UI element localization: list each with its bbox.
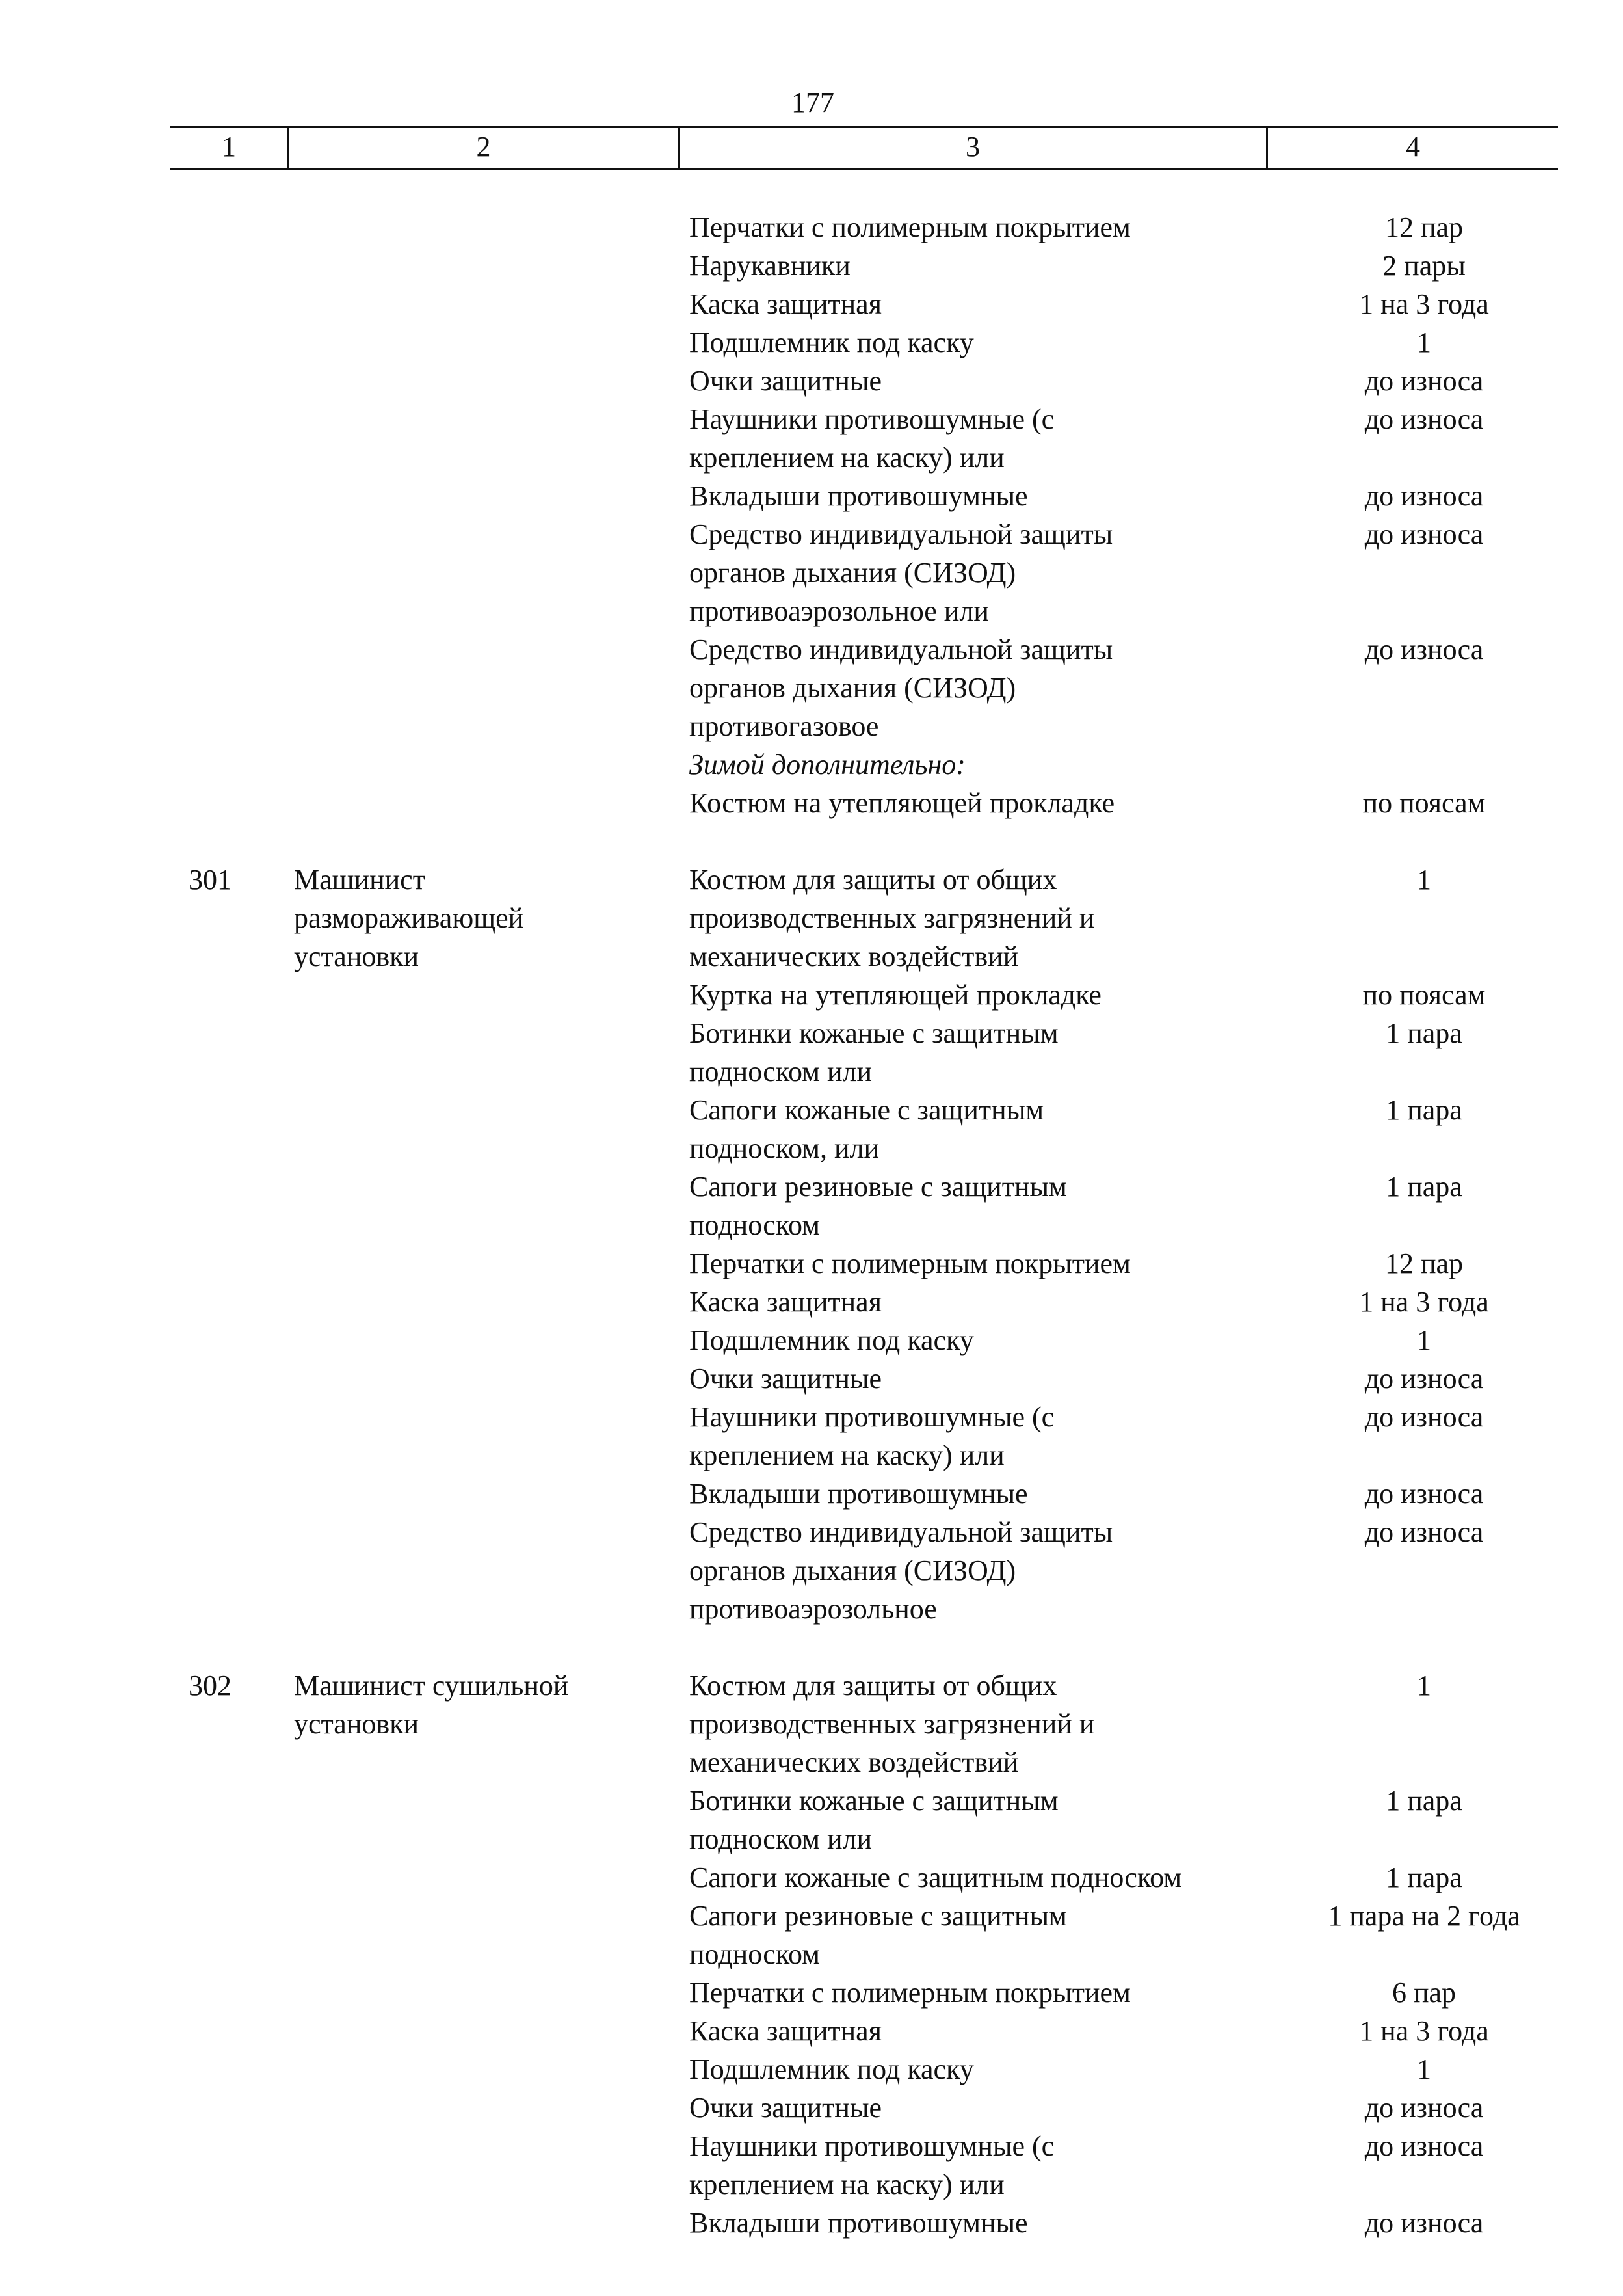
table-row xyxy=(0,285,1623,323)
table-row xyxy=(0,1168,1623,1206)
ppe-item: подноском xyxy=(689,1938,820,1970)
ppe-item: Наушники противошумные (с xyxy=(689,1401,1055,1433)
table-row xyxy=(0,1052,1623,1091)
table-row xyxy=(0,400,1623,438)
section-gap xyxy=(0,1628,1623,1666)
ppe-item: противоаэрозольное xyxy=(689,1593,937,1625)
ppe-item: креплением на каску) или xyxy=(689,442,1005,474)
table-row xyxy=(0,937,1623,976)
table-row xyxy=(0,1091,1623,1129)
table-row xyxy=(0,1820,1623,1858)
ppe-item: Сапоги кожаные с защитным xyxy=(689,1094,1044,1126)
ppe-item: креплением на каску) или xyxy=(689,2169,1005,2200)
page-number: 177 xyxy=(791,87,834,118)
issue-norm: 1 на 3 года xyxy=(1359,288,1489,320)
table-row xyxy=(0,2165,1623,2204)
table-row xyxy=(0,1244,1623,1283)
issue-norm: до износа xyxy=(1364,365,1484,397)
issue-norm: до износа xyxy=(1364,518,1484,550)
ppe-item: Вкладыши противошумные xyxy=(689,1478,1028,1510)
table-row xyxy=(0,247,1623,285)
issue-norm: 1 на 3 года xyxy=(1359,1286,1489,1318)
profession-name: размораживающей xyxy=(294,902,524,934)
issue-norm: 1 пара xyxy=(1386,1017,1462,1049)
table-row xyxy=(0,2012,1623,2050)
ppe-item: Сапоги резиновые с защитным xyxy=(689,1900,1067,1932)
issue-norm: 1 xyxy=(1417,864,1431,896)
table-row xyxy=(0,2127,1623,2165)
item-number: 301 xyxy=(189,864,231,896)
table-row xyxy=(0,1398,1623,1436)
table-row xyxy=(0,1705,1623,1743)
ppe-item: Ботинки кожаные с защитным xyxy=(689,1785,1059,1817)
table-row xyxy=(0,707,1623,745)
ppe-item: Подшлемник под каску xyxy=(689,327,974,358)
table-row xyxy=(0,2050,1623,2089)
issue-norm: до износа xyxy=(1364,2130,1484,2162)
issue-norm: 12 пар xyxy=(1384,1248,1464,1279)
ppe-item: Очки защитные xyxy=(689,365,882,397)
table-row xyxy=(0,1858,1623,1897)
column-header-2: 2 xyxy=(287,128,678,168)
issue-norm: до износа xyxy=(1364,1401,1484,1433)
table-row xyxy=(0,2089,1623,2127)
issue-norm: до износа xyxy=(1364,403,1484,435)
ppe-item: Каска защитная xyxy=(689,288,882,320)
table-row xyxy=(0,1590,1623,1628)
ppe-item: органов дыхания (СИЗОД) xyxy=(689,557,1016,589)
table-row xyxy=(0,1551,1623,1590)
table-row xyxy=(0,554,1623,592)
table-row xyxy=(0,323,1623,362)
ppe-item: Костюм на утепляющей прокладке xyxy=(689,787,1115,819)
ppe-item: Сапоги резиновые с защитным xyxy=(689,1171,1067,1203)
subheading: Зимой дополнительно: xyxy=(689,749,966,781)
table-row xyxy=(0,1743,1623,1782)
table-row xyxy=(0,1436,1623,1475)
ppe-item: противоаэрозольное или xyxy=(689,595,989,627)
ppe-item: Очки защитные xyxy=(689,2092,882,2124)
profession-name: Машинист сушильной xyxy=(294,1670,569,1702)
ppe-item: Костюм для защиты от общих xyxy=(689,864,1057,896)
table-row xyxy=(0,861,1623,899)
issue-norm: 1 пара xyxy=(1386,1094,1462,1126)
profession-name: Машинист xyxy=(294,864,425,896)
table-row xyxy=(0,438,1623,477)
table-row xyxy=(0,1206,1623,1244)
ppe-item: подноском xyxy=(689,1209,820,1241)
table-row xyxy=(0,1475,1623,1513)
table-row xyxy=(0,899,1623,937)
ppe-item: Ботинки кожаные с защитным xyxy=(689,1017,1059,1049)
profession-name: установки xyxy=(294,1708,419,1740)
section-gap xyxy=(0,822,1623,861)
issue-norm: до износа xyxy=(1364,2207,1484,2239)
issue-norm: 2 пары xyxy=(1382,250,1466,282)
table-row xyxy=(0,592,1623,630)
ppe-item: Сапоги кожаные с защитным подноском xyxy=(689,1862,1182,1893)
table-row xyxy=(0,1129,1623,1168)
issue-norm: до износа xyxy=(1364,480,1484,512)
table-row xyxy=(0,1321,1623,1359)
ppe-item: Перчатки с полимерным покрытием xyxy=(689,1248,1131,1279)
ppe-item: Средство индивидуальной защиты xyxy=(689,634,1113,665)
issue-norm: 1 xyxy=(1417,2053,1431,2085)
ppe-item: Средство индивидуальной защиты xyxy=(689,518,1113,550)
ppe-item: креплением на каску) или xyxy=(689,1439,1005,1471)
table-row xyxy=(0,1283,1623,1321)
table-row xyxy=(0,515,1623,554)
ppe-item: Наушники противошумные (с xyxy=(689,403,1055,435)
table-row xyxy=(0,630,1623,669)
issue-norm: по поясам xyxy=(1362,787,1486,819)
ppe-item: производственных загрязнений и xyxy=(689,1708,1095,1740)
table-row xyxy=(0,362,1623,400)
table-row xyxy=(0,1897,1623,1935)
issue-norm: 1 на 3 года xyxy=(1359,2015,1489,2047)
column-header-3: 3 xyxy=(678,128,1266,168)
table-row xyxy=(0,745,1623,784)
table-row xyxy=(0,1359,1623,1398)
ppe-item: Куртка на утепляющей прокладке xyxy=(689,979,1102,1011)
table-row xyxy=(0,1935,1623,1973)
ppe-item: Средство индивидуальной защиты xyxy=(689,1516,1113,1548)
issue-norm: 1 xyxy=(1417,327,1431,358)
ppe-item: органов дыхания (СИЗОД) xyxy=(689,1555,1016,1586)
table-row xyxy=(0,2204,1623,2242)
ppe-item: органов дыхания (СИЗОД) xyxy=(689,672,1016,704)
norms-table-body xyxy=(0,208,1623,2242)
issue-norm: 6 пар xyxy=(1392,1977,1457,2009)
issue-norm: 1 пара xyxy=(1386,1171,1462,1203)
issue-norm: до износа xyxy=(1364,634,1484,665)
ppe-item: Подшлемник под каску xyxy=(689,2053,974,2085)
ppe-item: производственных загрязнений и xyxy=(689,902,1095,934)
table-row xyxy=(0,1014,1623,1052)
ppe-item: Наушники противошумные (с xyxy=(689,2130,1055,2162)
column-header-1: 1 xyxy=(222,131,236,163)
profession-name: установки xyxy=(294,941,419,972)
table-row xyxy=(0,1782,1623,1820)
issue-norm: до износа xyxy=(1364,2092,1484,2124)
ppe-item: противогазовое xyxy=(689,710,879,742)
issue-norm: до износа xyxy=(1364,1516,1484,1548)
table-row xyxy=(0,976,1623,1014)
ppe-item: Каска защитная xyxy=(689,1286,882,1318)
issue-norm: до износа xyxy=(1364,1478,1484,1510)
ppe-item: Вкладыши противошумные xyxy=(689,480,1028,512)
issue-norm: 1 xyxy=(1417,1670,1431,1702)
table-row xyxy=(0,1513,1623,1551)
ppe-item: Вкладыши противошумные xyxy=(689,2207,1028,2239)
issue-norm: 1 пара на 2 года xyxy=(1328,1900,1520,1932)
column-header-4: 4 xyxy=(1266,128,1558,168)
table-row xyxy=(0,1973,1623,2012)
ppe-item: Костюм для защиты от общих xyxy=(689,1670,1057,1702)
item-number: 302 xyxy=(189,1670,231,1702)
ppe-item: подноском или xyxy=(689,1823,873,1855)
ppe-item: Нарукавники xyxy=(689,250,851,282)
table-row xyxy=(0,1666,1623,1705)
issue-norm: 1 xyxy=(1417,1324,1431,1356)
ppe-item: подноском, или xyxy=(689,1132,880,1164)
issue-norm: до износа xyxy=(1364,1363,1484,1395)
table-row xyxy=(0,208,1623,247)
ppe-item: Каска защитная xyxy=(689,2015,882,2047)
table-row xyxy=(0,669,1623,707)
ppe-item: Перчатки с полимерным покрытием xyxy=(689,211,1131,243)
column-header-row xyxy=(170,126,1558,170)
ppe-item: подноском или xyxy=(689,1056,873,1088)
ppe-item: Очки защитные xyxy=(689,1363,882,1395)
table-row xyxy=(0,784,1623,822)
table-row xyxy=(0,477,1623,515)
ppe-item: Перчатки с полимерным покрытием xyxy=(689,1977,1131,2009)
ppe-item: механических воздействий xyxy=(689,1746,1019,1778)
issue-norm: 1 пара xyxy=(1386,1862,1462,1893)
issue-norm: 1 пара xyxy=(1386,1785,1462,1817)
ppe-item: Подшлемник под каску xyxy=(689,1324,974,1356)
issue-norm: 12 пар xyxy=(1384,211,1464,243)
ppe-item: механических воздействий xyxy=(689,941,1019,972)
issue-norm: по поясам xyxy=(1362,979,1486,1011)
